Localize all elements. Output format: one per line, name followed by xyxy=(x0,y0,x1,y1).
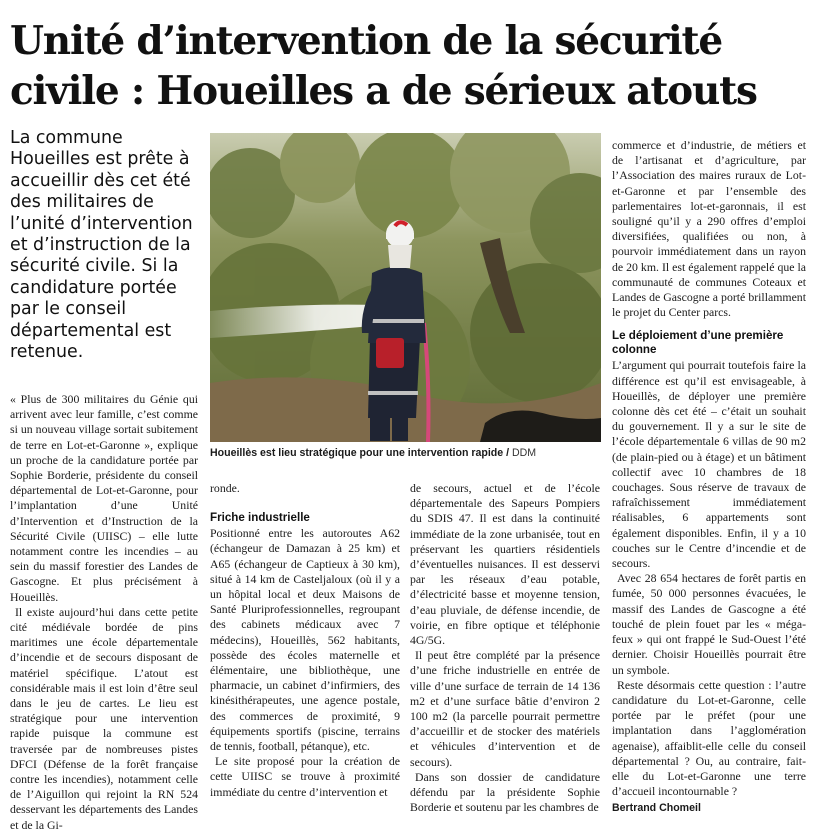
paragraph: Avec 28 654 hectares de forêt partis en fumée, 50 000 personnes évacuées, le massif des Landes de Gascogne a été touché de plein fouet par les « méga-feux » qui ont frappé le Sud-Ouest l’été dernier. Choisir Houeillès pourrait être un symbole. xyxy=(612,571,806,677)
photo-credit: DDM xyxy=(512,447,537,459)
author-byline: Bertrand Chomeil xyxy=(612,802,701,815)
body-column-4 xyxy=(612,138,806,817)
headline-line-2: civile : Houeilles a de sérieux atouts xyxy=(10,68,757,114)
section-subhead: Friche industrielle xyxy=(210,511,310,525)
body-column-3 xyxy=(410,481,600,815)
paragraph: de secours, actuel et de l’école départementale des Sapeurs Pompiers du SDIS 47. Il est dans la continuité immédiate de la zone urbanisée, tout en préservant les quartiers résidentiels d’éventuelles nuisances. Il est desservi par les réseaux d’eau potable, d’électricité basse et moyenne tension, d’eau pluviale, de défense incendie, de voirie, en fibre optique et téléphonie 4G/5G. xyxy=(410,481,600,648)
paragraph: Reste désormais cette question : l’autre candidature du Lot-et-Garonne, celle portée par le préfet (pour une implantation dans l’agglomération agenaise), affaiblit-elle celle du conseil départemental ? Ou, au contraire, fait-elle du Lot-et-Garonne une terre d’accueil incontournable ? xyxy=(612,677,806,799)
section-subhead: Le déploiement d’une première colonne xyxy=(612,329,784,357)
paragraph: Il peut être complété par la présence d’une friche industrielle en entrée de ville d’une surface de terrain de 14 136 m2 et d’une surface bâtie d’environ 2 100 m2 (la parcelle pourrait permettre d’accueillir et de stocker des matériels et véhicules d’intervention et de secours). xyxy=(410,648,600,769)
paragraph: Il existe aujourd’hui dans cette petite cité médiévale bordée de pins maritimes une école départementale d’incendie et de secours disposant de matériel spécifique. L’atout est considérable mais il est loin d’être seul dans le jeu de cartes. Le lieu est stratégique pour une intervention rapide puisque la commune est traversée par de nombreuses pistes DFCI (Défense de la forêt française contre les incendies), notamment celle de l’Aiguillon qui rejoint la RN 524 desservant les départements des Landes et de la Gi- xyxy=(10,604,198,832)
firefighter-photo xyxy=(210,133,601,442)
paragraph: Le site proposé pour la création de cette UIISC se trouve à proximité immédiate du centre d’intervention et xyxy=(210,754,400,799)
firefighter-illustration xyxy=(210,133,601,442)
body-column-2 xyxy=(210,481,400,800)
paragraph: Dans son dossier de candidature défendu par la présidente Sophie Borderie et soutenu par les chambres de xyxy=(410,769,600,815)
body-column-1 xyxy=(10,392,198,833)
photo-caption xyxy=(210,446,601,460)
headline xyxy=(10,16,810,116)
paragraph: commerce et d’industrie, de métiers et de l’artisanat et d’agriculture, par l’Association des maires ruraux de Lot-et-Garonne et par l’ensemble des parlementaires lot-et-garonnais, il est souligné qu’il y a 290 offres d’emploi diversifiées, qualifiées ou non, à pourvoir immédiatement dans un rayon de 20 km. Il est également rappelé que la communauté de communes Coteaux et Landes de Gascogne a porté brillamment le projet du Center parcs. xyxy=(612,138,806,320)
paragraph: ronde. xyxy=(210,481,240,495)
paragraph: « Plus de 300 militaires du Génie qui arrivent avec leur famille, c’est comme si un nouveau village sortait subitement de terre en Lot-et-Garonne », explique un proche de la candidature portée par Sophie Borderie, présidente du conseil départemental de Lot-et-Garonne, pour l’implantation d’une Unité d’Intervention et d’Instruction de la Sécurité Civile (UIISC) – elle lutte notamment contre les incendies – au sein du massif forestier des Landes de Gascogne. Et plus précisément à Houeillès. xyxy=(10,392,198,604)
headline-line-1: Unité d’intervention de la sécurité xyxy=(10,18,722,64)
caption-text: Houeillès est lieu stratégique pour une intervention rapide / xyxy=(210,447,510,459)
paragraph: Positionné entre les autoroutes A62 (échangeur de Damazan à 25 km) et A65 (échangeur de Captieux à 30 km), situé à 14 km de Casteljaloux (où il y a un hôpital local et deux Maisons de Santé Pluriprofessionnelles, regroupant des cabinets médicaux avec 7 médecins), Houeillès, 562 habitants, possède des écoles maternelle et élémentaire, une bibliothèque, une pharmacie, un cabinet d’infirmiers, des kinésithérapeutes, une agence postale, des commerces de proximité, 9 équipements sportifs (piscine, terrains de tennis, football, pétanque), etc. xyxy=(210,526,400,754)
paragraph: L’argument qui pourrait toutefois faire la différence est qu’il est envisageable, à Houeillès, de déployer une première colonne dès cet été – c’était un souhait du gouvernement. Il y a sur le site de l’école départementale 6 villas de 90 m2 (de plain-pied ou à étage) et un bâtiment collectif avec 10 chambres de 18 couchages. Sous réserve de travaux de rafraîchissement immédiatement réalisables, 6 appartements sont également disponibles. Enfin, il y a 10 couches sur le Centre d’incendie et de secours. xyxy=(612,358,806,571)
lead-paragraph: La commune Houeilles est prête à accueillir dès cet été des militaires de l’unité d’intervention et d’instruction de la sécurité civile. Si la candidature portée par le conseil départemental est retenue. xyxy=(10,128,193,363)
